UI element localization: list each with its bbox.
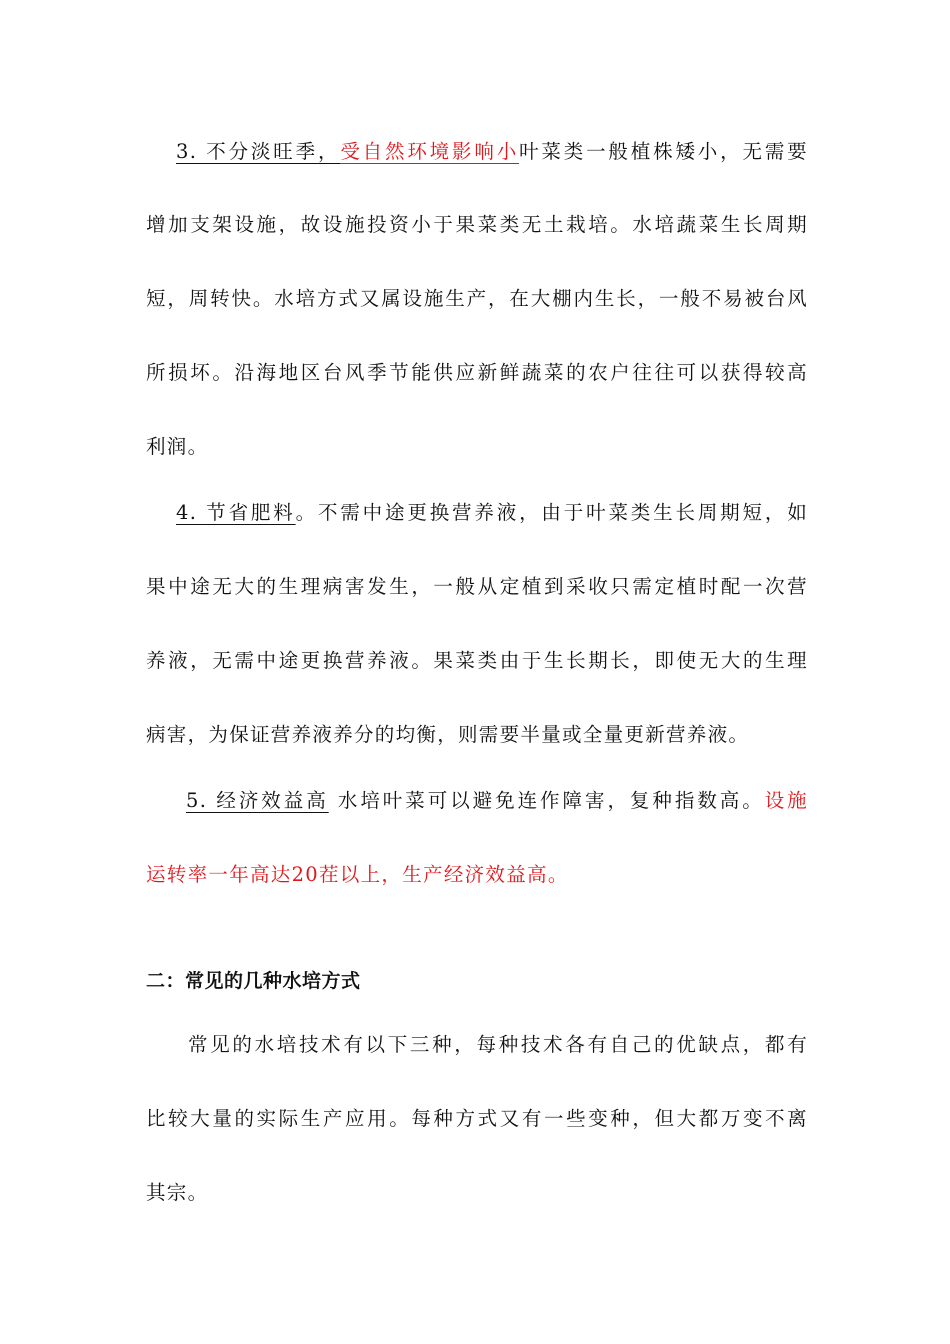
section2-line3: 其宗。 [146, 1181, 209, 1204]
item4-line1 [176, 498, 808, 528]
item5-line1 [186, 786, 808, 816]
item5-line1-text: 水培叶菜可以避免连作障害，复种指数高。 [328, 789, 765, 812]
item3-line1-text: 叶菜类一般植株矮小，无需要 [519, 140, 808, 163]
section2-line1: 常见的水培技术有以下三种，每种技术各有自己的优缺点，都有 [188, 1033, 808, 1056]
item3-label: 3. 不分淡旺季， [176, 140, 341, 163]
item4-line4: 病害，为保证营养液养分的均衡，则需要半量或全量更新营养液。 [146, 723, 750, 746]
item3-line3: 短，周转快。水培方式又属设施生产，在大棚内生长，一般不易被台风 [146, 287, 808, 310]
item4-line2: 果中途无大的生理病害发生，一般从定植到采收只需定植时配一次营 [146, 575, 808, 598]
item5-line1-red: 设施 [764, 789, 808, 812]
section2-heading: 二：常见的几种水培方式 [146, 970, 361, 992]
item3-line4: 所损坏。沿海地区台风季节能供应新鲜蔬菜的农户往往可以获得较高 [146, 361, 808, 384]
item5-line2: 运转率一年高达20茬以上，生产经济效益高。 [146, 863, 569, 886]
item4-line3: 养液，无需中途更换营养液。果菜类由于生长期长，即使无大的生理 [146, 649, 808, 672]
item3-line5: 利润。 [146, 435, 209, 458]
item3-line1 [176, 137, 808, 167]
item5-label: 5. 经济效益高 [186, 789, 329, 812]
item4-line1-text: 。不需中途更换营养液，由于叶菜类生长周期短，如 [295, 501, 808, 524]
item3-highlight: 受自然环境影响小 [340, 140, 520, 163]
item3-line2: 增加支架设施，故设施投资小于果菜类无土栽培。水培蔬菜生长周期 [146, 213, 808, 236]
item4-label: 4. 节省肥料 [176, 501, 296, 524]
section2-line2: 比较大量的实际生产应用。每种方式又有一些变种，但大都万变不离 [146, 1107, 808, 1130]
